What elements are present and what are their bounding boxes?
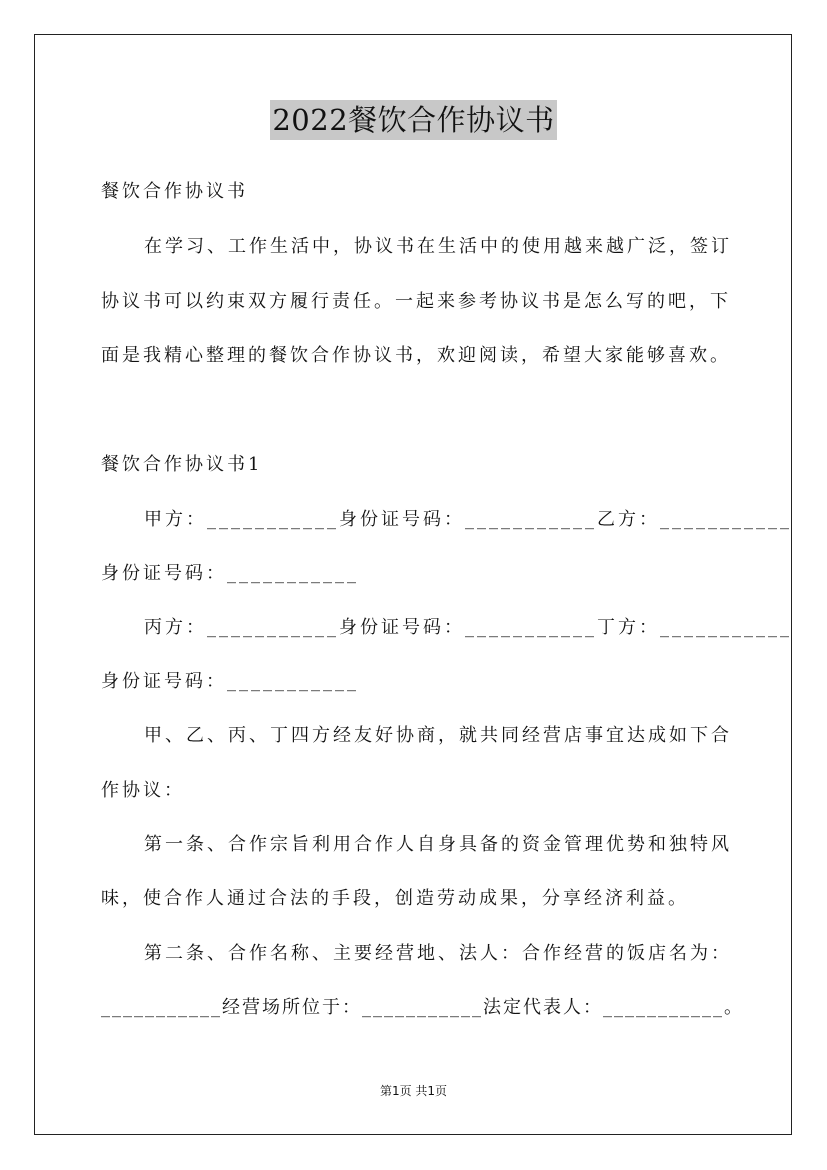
clause-line: 第一条、合作宗旨利用合作人自身具备的资金管理优势和独特风 bbox=[144, 834, 732, 855]
paragraph-line: 协议书可以约束双方履行责任。一起来参考协议书是怎么写的吧，下 bbox=[101, 291, 731, 312]
document-title: 2022餐饮合作协议书 bbox=[270, 100, 556, 140]
paragraph-line: 作协议： bbox=[101, 780, 185, 801]
party-line: 身份证号码：___________ bbox=[101, 563, 359, 584]
party-line: 身份证号码：___________ bbox=[101, 671, 359, 692]
party-line: 丙方：___________身份证号码：___________丁方：___________ bbox=[144, 617, 792, 638]
paragraph-line: 甲、乙、丙、丁四方经友好协商，就共同经营店事宜达成如下合 bbox=[144, 725, 732, 746]
clause-line: ___________经营场所位于：___________法定代表人：___________。 bbox=[101, 997, 744, 1018]
paragraph-line: 在学习、工作生活中，协议书在生活中的使用越来越广泛，签订 bbox=[144, 236, 732, 257]
paragraph-line: 面是我精心整理的餐饮合作协议书，欢迎阅读，希望大家能够喜欢。 bbox=[101, 345, 731, 366]
clause-line: 味，使合作人通过合法的手段，创造劳动成果，分享经济利益。 bbox=[101, 888, 689, 909]
page-footer: 第1页 共1页 bbox=[379, 1084, 448, 1098]
section-heading: 餐饮合作协议书 bbox=[101, 181, 248, 202]
party-line: 甲方：___________身份证号码：___________乙方：___________ bbox=[144, 509, 792, 530]
section-heading: 餐饮合作协议书1 bbox=[101, 454, 263, 475]
title-block bbox=[0, 100, 827, 140]
clause-line: 第二条、合作名称、主要经营地、法人：合作经营的饭店名为： bbox=[144, 943, 732, 964]
